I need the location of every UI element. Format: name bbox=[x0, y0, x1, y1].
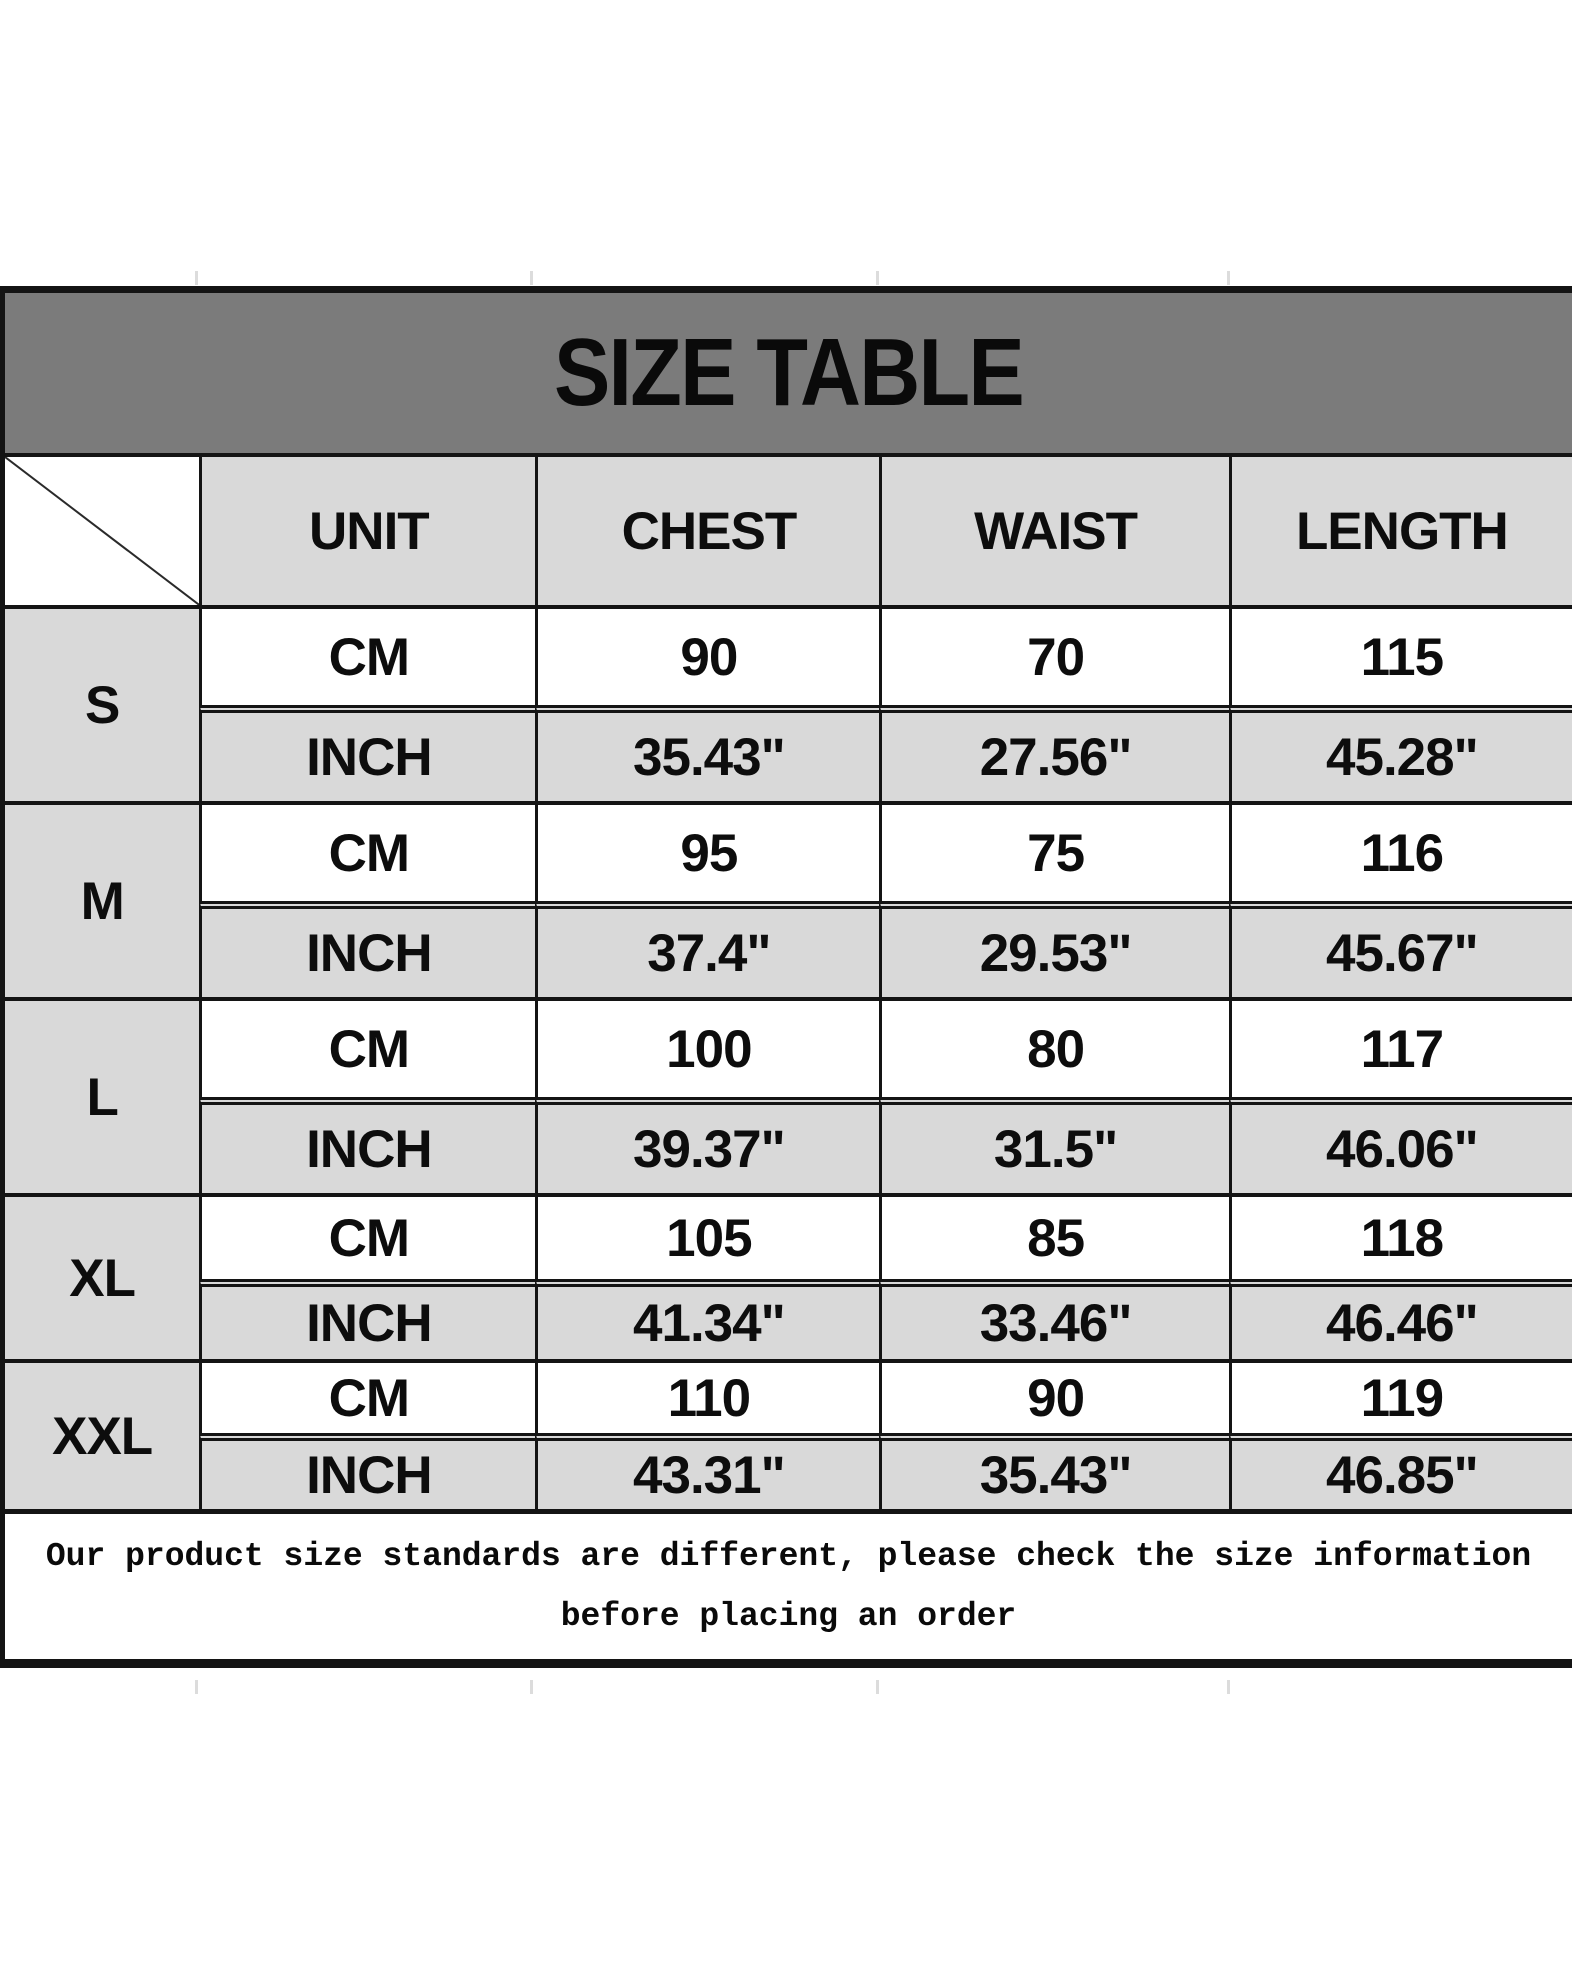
value-cell: 90 bbox=[879, 1359, 1228, 1433]
value-cell: 29.53" bbox=[879, 901, 1228, 997]
unit-cell: INCH bbox=[199, 1279, 535, 1359]
unit-cell: CM bbox=[199, 605, 535, 705]
value-cell: 116 bbox=[1229, 801, 1572, 901]
value-cell: 115 bbox=[1229, 605, 1572, 705]
value-cell: 31.5" bbox=[879, 1097, 1228, 1193]
value-cell: 45.28" bbox=[1229, 705, 1572, 801]
value-cell: 39.37" bbox=[535, 1097, 879, 1193]
column-tick bbox=[530, 271, 533, 285]
page-title: SIZE TABLE bbox=[554, 319, 1023, 426]
value-cell: 118 bbox=[1229, 1193, 1572, 1279]
value-cell: 110 bbox=[535, 1359, 879, 1433]
size-cell: S bbox=[5, 605, 199, 801]
unit-cell: CM bbox=[199, 801, 535, 901]
column-header-unit: UNIT bbox=[199, 457, 535, 605]
value-cell: 75 bbox=[879, 801, 1228, 901]
diagonal-corner-cell bbox=[5, 457, 199, 605]
table-title-bar bbox=[5, 293, 1572, 457]
value-cell: 80 bbox=[879, 997, 1228, 1097]
column-header-waist: WAIST bbox=[879, 457, 1228, 605]
size-cell: M bbox=[5, 801, 199, 997]
column-tick bbox=[195, 271, 198, 285]
column-tick bbox=[530, 1680, 533, 1694]
column-header-length: LENGTH bbox=[1229, 457, 1572, 605]
unit-cell: INCH bbox=[199, 1097, 535, 1193]
value-cell: 119 bbox=[1229, 1359, 1572, 1433]
value-cell: 117 bbox=[1229, 997, 1572, 1097]
unit-cell: INCH bbox=[199, 901, 535, 997]
size-cell: L bbox=[5, 997, 199, 1193]
diagonal-line bbox=[5, 457, 199, 605]
unit-cell: INCH bbox=[199, 1433, 535, 1509]
size-cell: XL bbox=[5, 1193, 199, 1359]
value-cell: 46.46" bbox=[1229, 1279, 1572, 1359]
unit-cell: CM bbox=[199, 1193, 535, 1279]
value-cell: 41.34" bbox=[535, 1279, 879, 1359]
value-cell: 90 bbox=[535, 605, 879, 705]
value-cell: 35.43" bbox=[535, 705, 879, 801]
value-cell: 46.85" bbox=[1229, 1433, 1572, 1509]
value-cell: 37.4" bbox=[535, 901, 879, 997]
size-table bbox=[0, 286, 1572, 1668]
value-cell: 45.67" bbox=[1229, 901, 1572, 997]
size-note bbox=[5, 1509, 1572, 1659]
unit-cell: INCH bbox=[199, 705, 535, 801]
value-cell: 27.56" bbox=[879, 705, 1228, 801]
unit-cell: CM bbox=[199, 997, 535, 1097]
value-cell: 33.46" bbox=[879, 1279, 1228, 1359]
size-note-line2: before placing an order bbox=[560, 1597, 1017, 1635]
column-tick bbox=[1227, 271, 1230, 285]
column-tick bbox=[1227, 1680, 1230, 1694]
column-tick bbox=[876, 271, 879, 285]
value-cell: 35.43" bbox=[879, 1433, 1228, 1509]
value-cell: 85 bbox=[879, 1193, 1228, 1279]
unit-cell: CM bbox=[199, 1359, 535, 1433]
size-note-line1: Our product size standards are different, please check the size information bbox=[45, 1537, 1532, 1575]
value-cell: 46.06" bbox=[1229, 1097, 1572, 1193]
size-cell: XXL bbox=[5, 1359, 199, 1509]
value-cell: 95 bbox=[535, 801, 879, 901]
value-cell: 70 bbox=[879, 605, 1228, 705]
column-tick bbox=[876, 1680, 879, 1694]
size-grid bbox=[5, 457, 1572, 1509]
value-cell: 100 bbox=[535, 997, 879, 1097]
column-tick bbox=[195, 1680, 198, 1694]
column-header-chest: CHEST bbox=[535, 457, 879, 605]
value-cell: 105 bbox=[535, 1193, 879, 1279]
value-cell: 43.31" bbox=[535, 1433, 879, 1509]
